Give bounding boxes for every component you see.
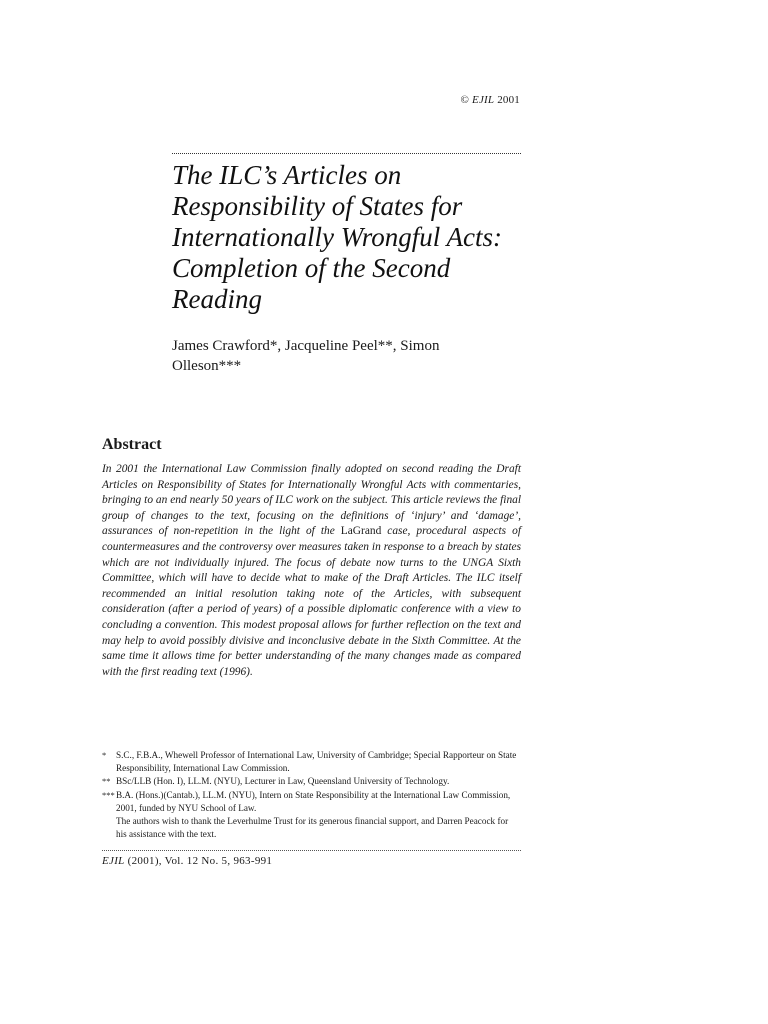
footer-divider [102,850,521,851]
footnote-text: S.C., F.B.A., Whewell Professor of International Law, University of Cambridge; Special Rapporteur on State Responsibility, International Law Commission. [116,750,517,774]
footnote-mark: ** [102,776,111,787]
footnote-mark: *** [102,789,115,800]
copyright-year: 2001 [497,94,520,106]
footnote-text: BSc/LLB (Hon. I), LL.M. (NYU), Lecturer in Law, Queensland University of Technology. [116,776,450,787]
footnote-mark: * [102,750,107,760]
copyright-symbol: © [460,94,470,106]
citation-journal: EJIL [102,855,125,867]
abstract-text-part2: case, procedural aspects of countermeasures and the controversy over measures taken in response to a breach by states which are not individually injured. The focus of debate now turns to the UNGA Sixth Committee, which will have to decide what to make of the Draft Articles. The ILC itself recommended an initial resolution taking note of the Articles, with subsequent consideration (after a period of years) of a possible diplomatic conference with a view to concluding a convention. This modest proposal allows for further reflection on the text and may help to avoid possibly divisive and inconclusive debate in the Sixth Committee. At the same time it allows time for better understanding of the many changes made as compared with the first reading text (1996). [102,525,521,678]
citation-details: (2001), Vol. 12 No. 5, 963-991 [127,855,273,867]
footnote [102,749,521,775]
copyright-notice [461,94,520,106]
abstract-body [102,462,521,680]
footnote-text: B.A. (Hons.)(Cantab.), LL.M. (NYU), Intern on State Responsibility at the International Law Commission, 2001, funded by NYU School of Law. [116,789,511,813]
footnote-acknowledgement [102,815,521,841]
footnote-text: The authors wish to thank the Leverhulme Trust for its generous financial support, and Darren Peacock for his assistance with the text. [116,816,509,840]
article-authors: James Crawford*, Jacqueline Peel**, Simon Olleson*** [172,338,440,374]
title-divider [172,153,521,154]
abstract-text-part1: In 2001 the International Law Commission finally adopted on second reading the Draft Articles on Responsibility of States for Internationally Wrongful Acts with commentaries, bringing to an end nearly 50 years of ILC work on the subject. This article reviews the final group of changes to the text, focusing on the definitions of ‘injury’ and ‘damage’, assurances of non-repetition in the light of the [102,463,521,538]
footnotes [102,749,521,841]
footnote [102,775,521,788]
journal-citation [102,855,272,867]
abstract-heading: Abstract [102,436,162,453]
footnote-mark [102,815,116,841]
footnote [102,789,521,815]
abstract-case-name: LaGrand [340,525,382,538]
copyright-journal: EJIL [472,94,495,106]
article-title: The ILC’s Articles on Responsibility of States for Internationally Wrongful Acts: Completion of the Second Reading [172,160,502,314]
